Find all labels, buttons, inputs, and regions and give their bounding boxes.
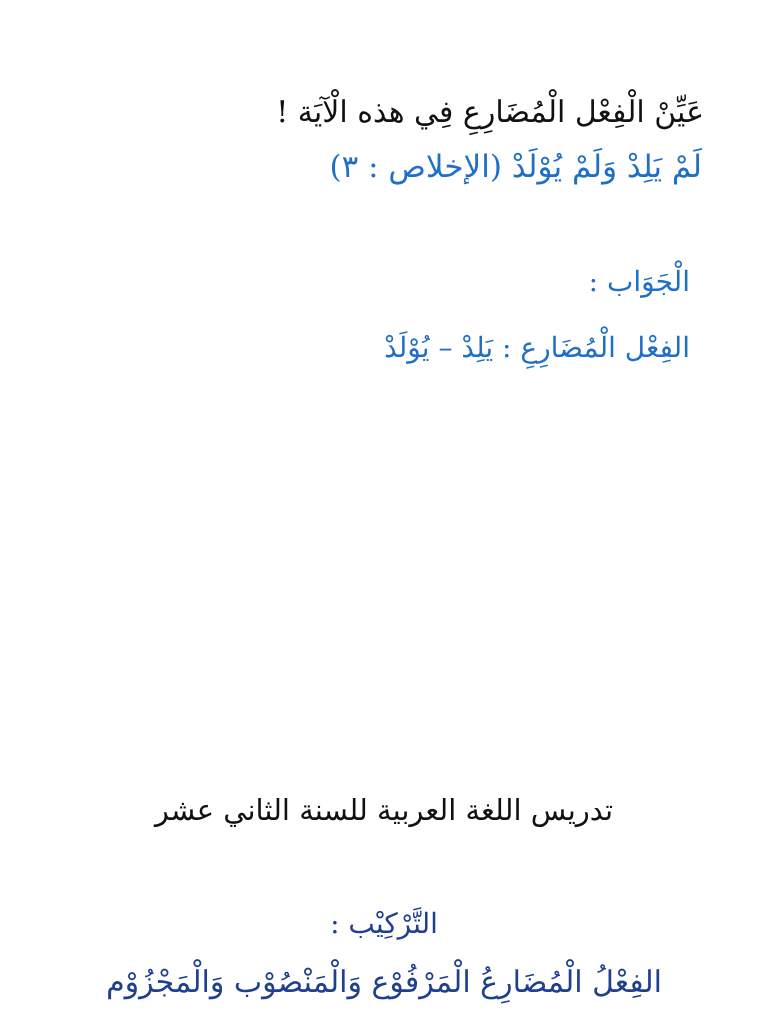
answer-heading: الْجَوَاب :: [588, 265, 690, 298]
quran-verse: لَمْ يَلِدْ وَلَمْ يُوْلَدْ (الإخلاص : ٣): [329, 149, 702, 185]
lesson-title-text: تدريس اللغة العربية للسنة الثاني عشر: [154, 793, 614, 827]
structure-body: الفِعْلُ الْمُضَارِعُ الْمَرْفُوْع وَالْمَنْصُوْب وَالْمَجْزُوْم: [106, 965, 662, 1000]
lesson-title: [0, 793, 768, 827]
structure-heading: التَّرْكِيْب :: [330, 907, 438, 940]
question-prompt: عَيِّنْ الْفِعْل الْمُضَارِعِ فِي هذه الْآيَة !: [276, 95, 704, 130]
answer-body: الفِعْل الْمُضَارِعِ : يَلِدْ – يُوْلَدْ: [384, 331, 690, 364]
